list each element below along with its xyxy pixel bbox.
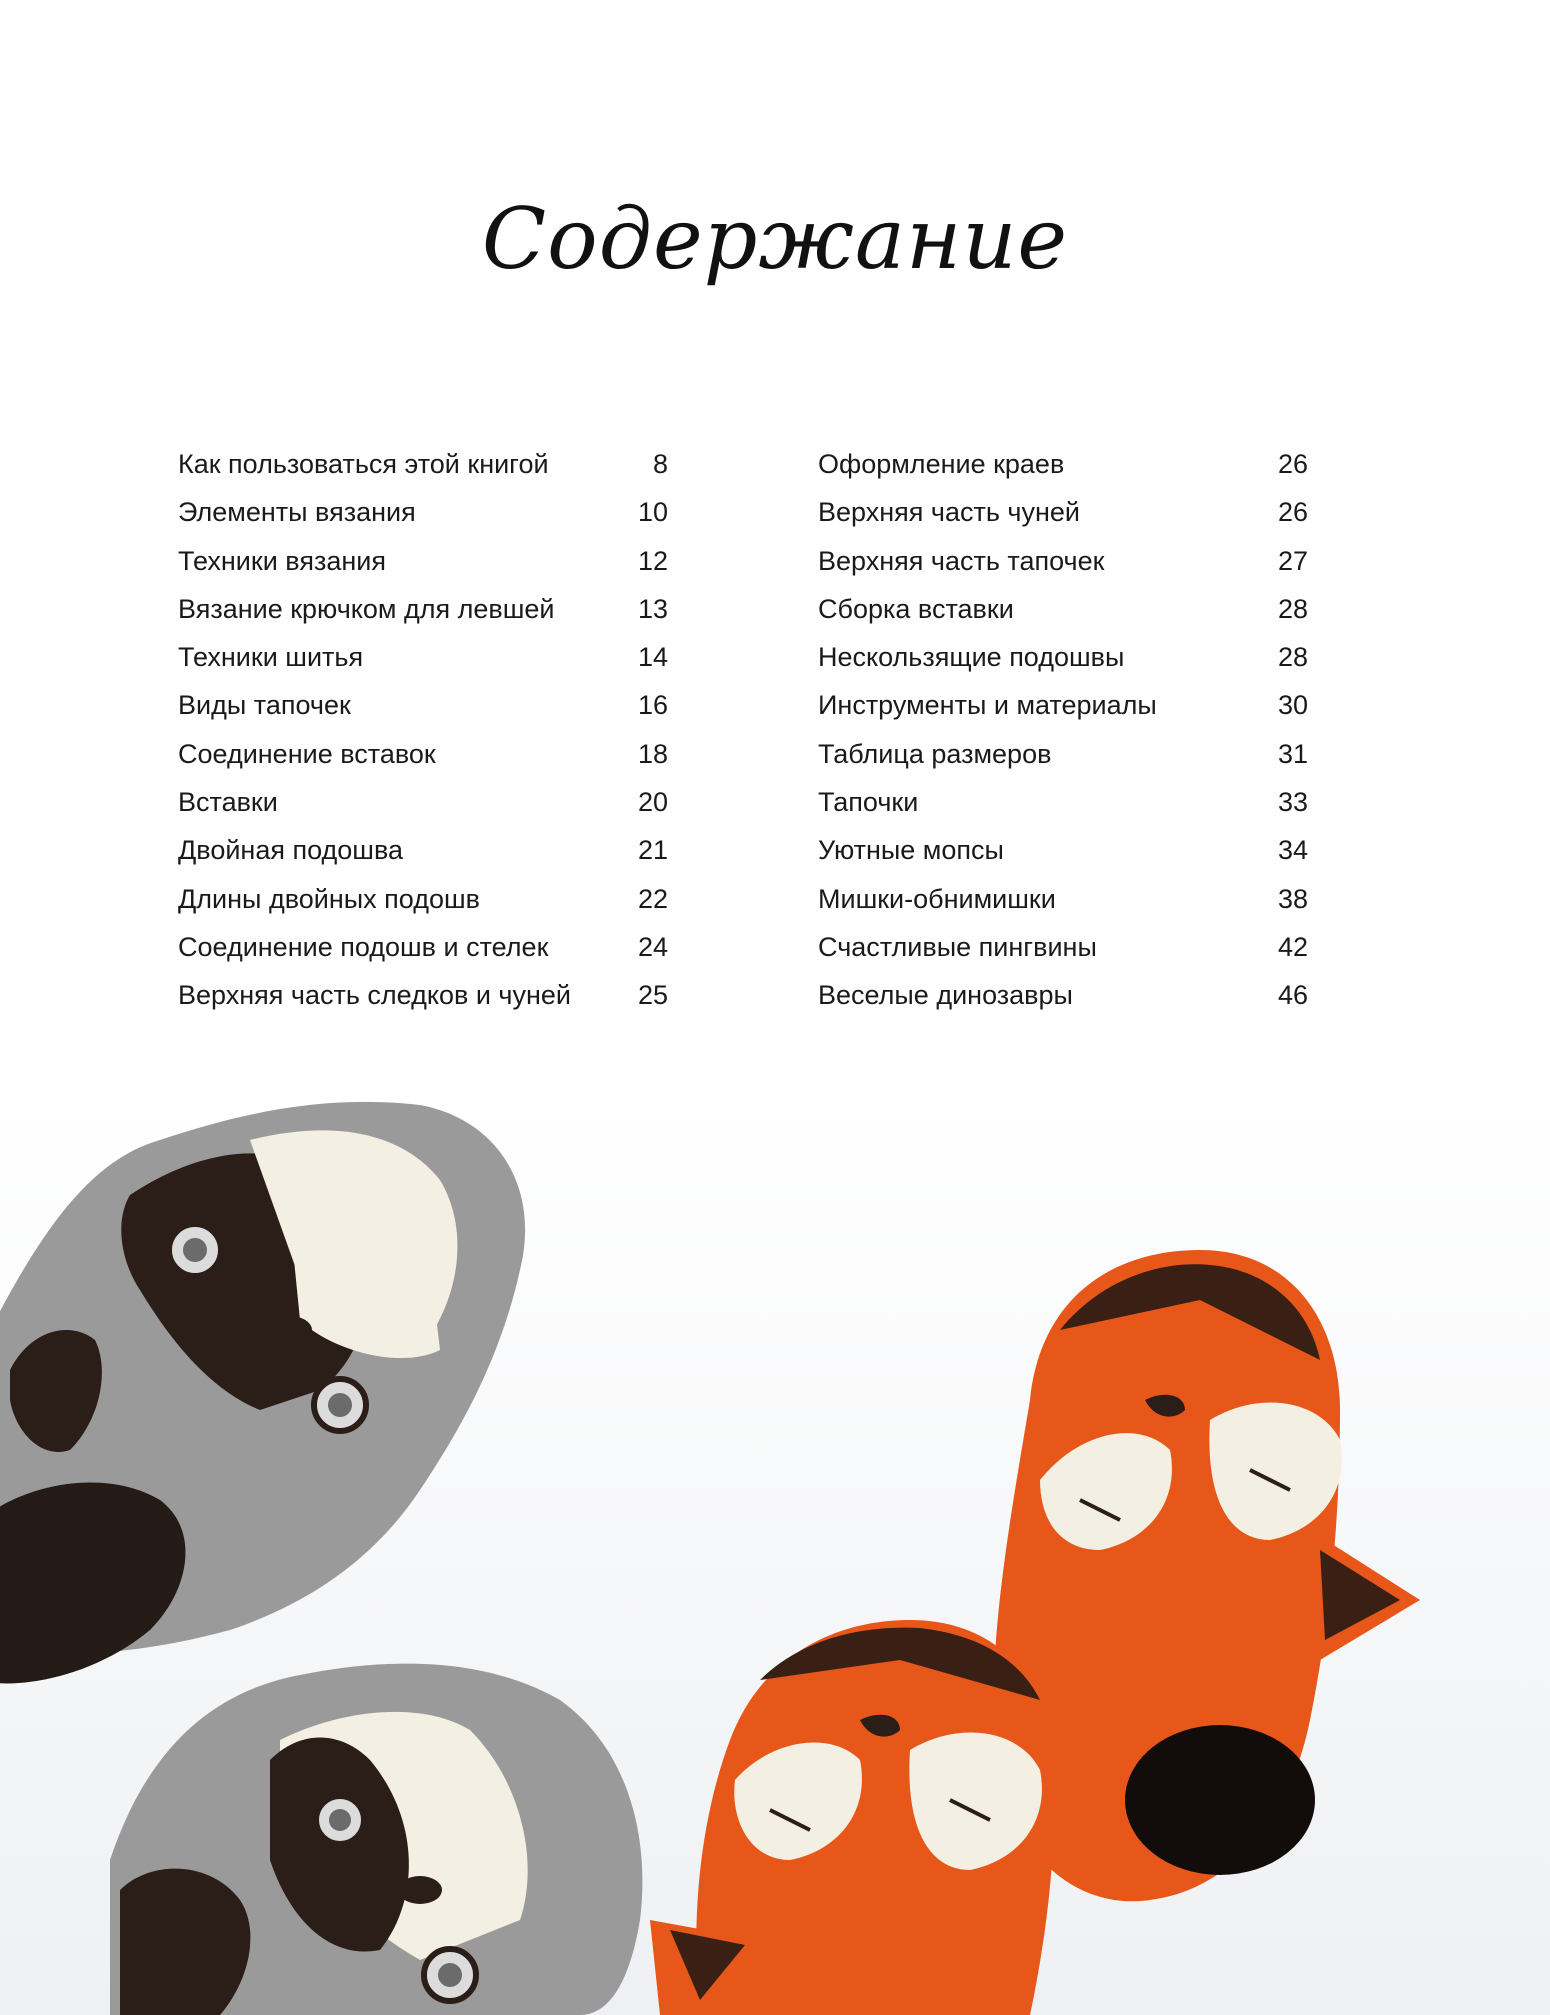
toc-entry[interactable] <box>178 875 668 923</box>
toc-entry-page: 26 <box>1277 449 1308 479</box>
toc-entry-page: 10 <box>637 497 668 528</box>
toc-entry-page: 18 <box>637 738 668 769</box>
toc-entry-page: 30 <box>1277 690 1308 721</box>
toc-entry-page: 28 <box>1277 642 1308 673</box>
toc-entry-label: Счастливые пингвины <box>818 931 1097 962</box>
toc-entry-page: 33 <box>1277 787 1308 818</box>
toc-entry[interactable] <box>178 585 668 633</box>
toc-entry-page: 12 <box>637 545 668 576</box>
toc-entry-label: Мишки-обнимишки <box>818 883 1056 914</box>
toc-entry-label: Вставки <box>178 787 278 818</box>
toc-entry[interactable] <box>818 440 1308 488</box>
toc-left-column <box>178 440 668 1020</box>
toc-entry[interactable] <box>178 826 668 874</box>
toc-entry-label: Как пользоваться этой книгой <box>178 449 549 479</box>
toc-entry[interactable] <box>178 633 668 681</box>
toc-entry-page: 26 <box>1277 497 1308 528</box>
toc-entry[interactable] <box>818 585 1308 633</box>
toc-entry-page: 20 <box>637 787 668 818</box>
toc-entry-label: Сборка вставки <box>818 593 1014 624</box>
slippers-photo <box>0 1100 1550 2015</box>
toc-entry[interactable] <box>818 826 1308 874</box>
toc-entry[interactable] <box>818 537 1308 585</box>
toc-right-column <box>818 440 1308 1020</box>
toc-entry[interactable] <box>178 440 668 488</box>
toc-entry-page: 13 <box>637 593 668 624</box>
toc-entry-page: 24 <box>637 931 668 962</box>
toc-entry-label: Таблица размеров <box>818 738 1052 769</box>
toc-entry-page: 27 <box>1277 545 1308 576</box>
toc-entry-label: Длины двойных подошв <box>178 883 480 914</box>
toc-entry-page: 42 <box>1277 931 1308 962</box>
toc-entry-label: Веселые динозавры <box>818 980 1073 1011</box>
toc-entry-label: Уютные мопсы <box>818 835 1004 866</box>
toc-entry[interactable] <box>818 633 1308 681</box>
toc-entry-page: 8 <box>652 449 668 479</box>
toc-entry[interactable] <box>178 681 668 729</box>
toc-entry-label: Тапочки <box>818 787 919 818</box>
toc-entry-page: 34 <box>1277 835 1308 866</box>
toc-entry-label: Верхняя часть чуней <box>818 497 1080 528</box>
toc-entry-label: Вязание крючком для левшей <box>178 593 555 624</box>
toc-entry-label: Виды тапочек <box>178 690 351 721</box>
toc-entry-page: 31 <box>1277 738 1308 769</box>
toc-entry-label: Инструменты и материалы <box>818 690 1157 721</box>
toc-entry[interactable] <box>178 923 668 971</box>
toc-entry-label: Верхняя часть тапочек <box>818 545 1105 576</box>
toc-entry[interactable] <box>818 971 1308 1019</box>
toc-entry[interactable] <box>178 730 668 778</box>
toc-entry[interactable] <box>178 778 668 826</box>
toc-entry-label: Соединение вставок <box>178 738 436 769</box>
toc-entry-label: Техники шитья <box>178 642 364 673</box>
page-title: Содержание <box>481 190 1069 288</box>
toc-entry[interactable] <box>178 488 668 536</box>
toc-entry-page: 28 <box>1277 593 1308 624</box>
toc-entry-label: Нескользящие подошвы <box>818 642 1125 673</box>
toc-entry-page: 38 <box>1277 883 1308 914</box>
toc-entry[interactable] <box>818 778 1308 826</box>
toc-entry-page: 46 <box>1277 980 1308 1011</box>
toc-entry[interactable] <box>178 971 668 1019</box>
toc-entry-page: 25 <box>637 980 668 1011</box>
toc-entry-label: Оформление краев <box>818 449 1065 479</box>
toc-entry-page: 21 <box>637 835 668 866</box>
toc-entry-label: Верхняя часть следков и чуней <box>178 980 571 1011</box>
toc-entry[interactable] <box>818 681 1308 729</box>
toc-entry-page: 16 <box>637 690 668 721</box>
toc-entry[interactable] <box>818 923 1308 971</box>
toc-entry[interactable] <box>818 730 1308 778</box>
toc-entry-label: Двойная подошва <box>178 835 404 866</box>
toc-entry-label: Элементы вязания <box>178 497 416 528</box>
toc-entry[interactable] <box>818 875 1308 923</box>
toc-entry-page: 22 <box>637 883 668 914</box>
toc-entry[interactable] <box>818 488 1308 536</box>
toc-entry-page: 14 <box>637 642 668 673</box>
toc-entry-label: Техники вязания <box>178 545 386 576</box>
toc-entry-label: Соединение подошв и стелек <box>178 931 549 962</box>
toc-entry[interactable] <box>178 537 668 585</box>
